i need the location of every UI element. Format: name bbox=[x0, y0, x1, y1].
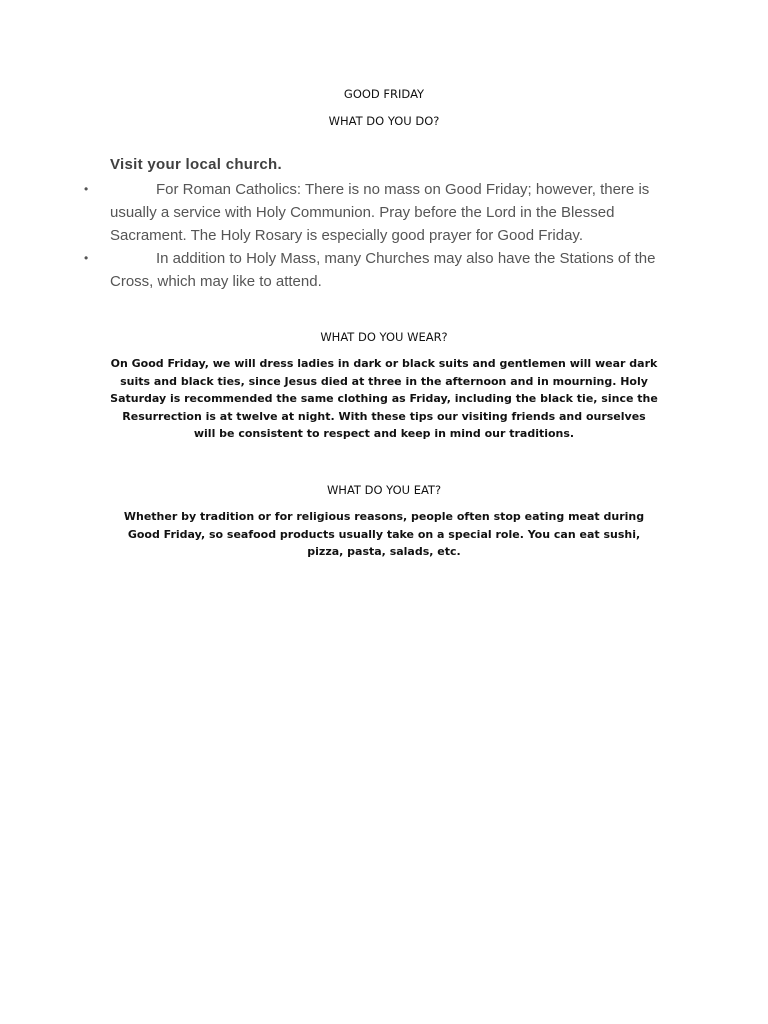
bullet-list bbox=[84, 178, 664, 293]
document-title: GOOD FRIDAY bbox=[343, 87, 425, 101]
section-heading-eat: WHAT DO YOU EAT? bbox=[326, 483, 442, 497]
section-heading-do: WHAT DO YOU DO? bbox=[328, 114, 440, 128]
paragraph-eat: Whether by tradition or for religious reasons, people often stop eating meat during Good Friday, so seafood products usually take on a special role. You can eat sushi, pizza, pasta, salads, etc. bbox=[123, 510, 645, 558]
bullet-icon: • bbox=[84, 182, 89, 196]
bullet-icon: • bbox=[84, 251, 89, 265]
bullet-text: In addition to Holy Mass, many Churches may also have the Stations of the Cross, which may like to attend. bbox=[110, 250, 656, 290]
bullet-text: For Roman Catholics: There is no mass on Good Friday; however, there is usually a service with Holy Communion. Pray before the Lord in the Blessed Sacrament. The Holy Rosary is especially good prayer for Good Friday. bbox=[110, 181, 650, 244]
list-item bbox=[84, 247, 664, 293]
subheading-visit-church: Visit your local church. bbox=[110, 156, 282, 173]
paragraph-wear: On Good Friday, we will dress ladies in dark or black suits and gentlemen will wear dark suits and black ties, since Jesus died at three in the afternoon and in mourning. Holy Saturday is recommended the same clothing as Friday, including the black tie, since the Resurrection is at twelve at night. With these tips our visiting friends and ourselves will be consistent to respect and keep in mind our traditions. bbox=[110, 357, 658, 440]
section-heading-wear: WHAT DO YOU WEAR? bbox=[320, 330, 448, 344]
list-item bbox=[84, 178, 664, 247]
